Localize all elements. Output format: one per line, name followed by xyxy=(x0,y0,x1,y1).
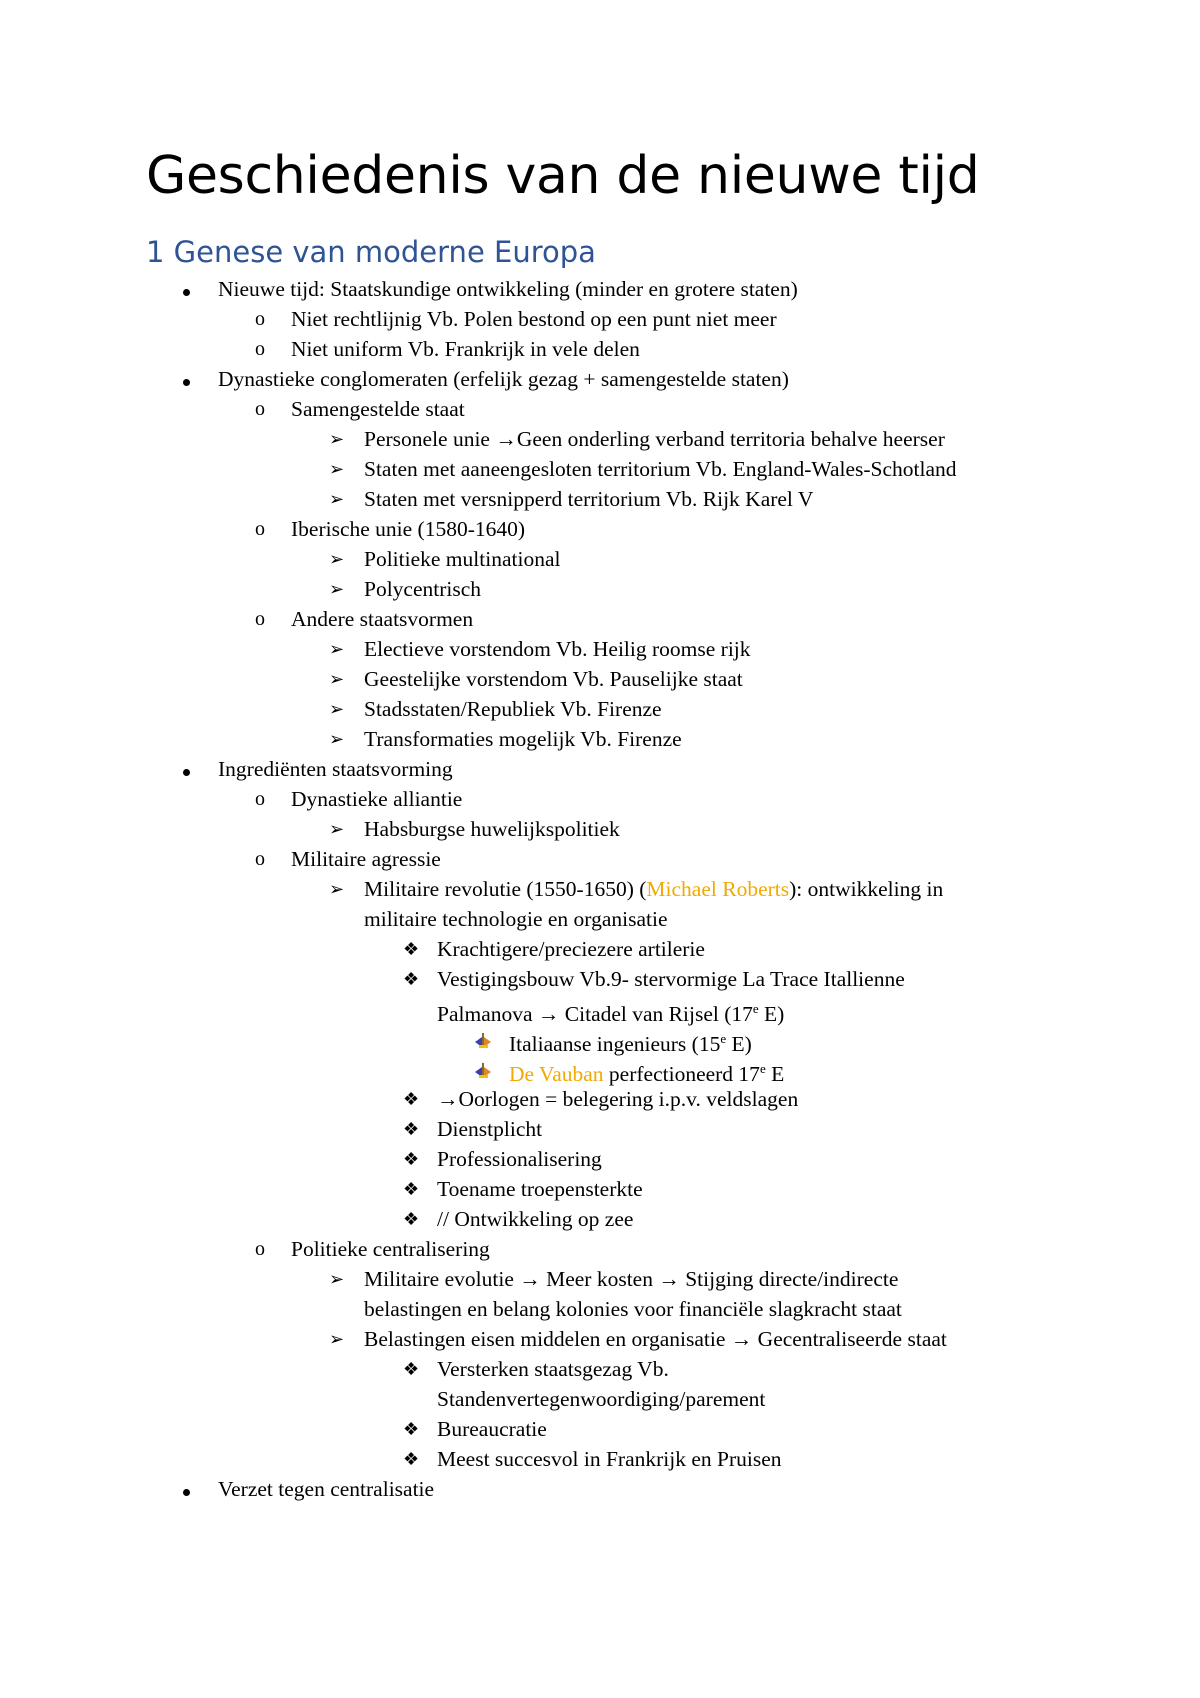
text-run: perfectioneerd 17 xyxy=(603,1062,760,1087)
text-run: Militaire revolutie (1550-1650) ( xyxy=(364,877,647,901)
text-run: Dynastieke conglomeraten (erfelijk gezag + samengestelde staten) xyxy=(218,367,789,391)
list-item xyxy=(0,634,1200,664)
list-item-text xyxy=(364,724,682,754)
list-item-text xyxy=(364,544,560,574)
arrowhead-bullet-icon: ➢ xyxy=(329,579,345,599)
list-item xyxy=(0,874,1200,904)
list-item xyxy=(0,904,1200,934)
section-heading: 1 Genese van moderne Europa xyxy=(146,235,596,269)
circle-bullet-icon: o xyxy=(255,308,265,330)
list-item-text xyxy=(291,304,777,334)
text-run: Militaire agressie xyxy=(291,847,441,871)
arrowhead-bullet-icon: ➢ xyxy=(329,459,345,479)
list-item xyxy=(0,604,1200,634)
circle-bullet-icon: o xyxy=(255,608,265,630)
text-run: Niet rechtlijnig Vb. Polen bestond op een punt niet meer xyxy=(291,307,777,331)
diamond-bullet-icon: ❖ xyxy=(403,1359,420,1379)
list-item xyxy=(0,304,1200,334)
list-item-text xyxy=(364,454,957,484)
diamond-bullet-icon: ❖ xyxy=(403,1119,420,1139)
circle-bullet-icon: o xyxy=(255,788,265,810)
highlighted-name: De Vauban xyxy=(509,1062,604,1087)
list-item xyxy=(0,1144,1200,1174)
list-item xyxy=(0,1204,1200,1234)
text-run: →Oorlogen = belegering i.p.v. veldslagen xyxy=(437,1087,799,1111)
list-item-text xyxy=(364,664,743,694)
text-run: Verzet tegen centralisatie xyxy=(218,1477,435,1501)
arrowhead-bullet-icon: ➢ xyxy=(329,429,345,449)
text-run: Palmanova → Citadel van Rijsel (17 xyxy=(437,1002,753,1027)
list-item-text xyxy=(437,1354,669,1384)
list-item xyxy=(0,1054,1200,1087)
text-run: Politieke centralisering xyxy=(291,1237,490,1261)
diamond-bullet-icon: ❖ xyxy=(403,1419,420,1439)
outline-list xyxy=(0,274,1200,1504)
list-item xyxy=(0,1234,1200,1264)
list-item xyxy=(0,784,1200,814)
list-item-text xyxy=(291,784,462,814)
text-run: Polycentrisch xyxy=(364,577,482,601)
list-item-text xyxy=(364,484,813,514)
list-item-text xyxy=(437,934,705,964)
list-item-text xyxy=(364,694,662,724)
list-item xyxy=(0,514,1200,544)
list-item xyxy=(0,544,1200,574)
circle-bullet-icon: o xyxy=(255,848,265,870)
text-run: e xyxy=(752,1001,759,1016)
list-item xyxy=(0,814,1200,844)
list-item xyxy=(0,664,1200,694)
diamond-bullet-icon: ❖ xyxy=(403,1149,420,1169)
list-item xyxy=(0,484,1200,514)
list-item-text xyxy=(437,1414,547,1444)
list-item-text xyxy=(437,1174,643,1204)
text-run: Politieke multinational xyxy=(364,547,561,571)
text-run: E) xyxy=(726,1032,752,1057)
list-item-text xyxy=(291,844,441,874)
circle-bullet-icon: o xyxy=(255,1238,265,1260)
list-item-text xyxy=(437,1444,782,1474)
text-run: Versterken staatsgezag Vb. xyxy=(437,1357,669,1381)
disc-bullet-icon xyxy=(183,754,190,784)
text-run: Dynastieke alliantie xyxy=(291,787,463,811)
arrowhead-bullet-icon: ➢ xyxy=(329,699,345,719)
diamond-bullet-icon: ❖ xyxy=(403,1449,420,1469)
diamond-bullet-icon: ❖ xyxy=(403,939,420,959)
list-item xyxy=(0,724,1200,754)
text-run: Militaire evolutie → Meer kosten → Stijging directe/indirecte xyxy=(364,1267,899,1291)
document-title: Geschiedenis van de nieuwe tijd xyxy=(146,146,980,206)
list-item xyxy=(0,574,1200,604)
list-item-text xyxy=(364,1264,898,1294)
text-run: Toename troepensterkte xyxy=(437,1177,643,1201)
list-item xyxy=(0,274,1200,304)
list-item-text xyxy=(218,1474,434,1504)
list-item-text xyxy=(218,274,798,304)
list-item xyxy=(0,1354,1200,1384)
flag-icon xyxy=(475,1057,491,1087)
arrowhead-bullet-icon: ➢ xyxy=(329,819,345,839)
list-item-text xyxy=(437,1384,765,1414)
list-item xyxy=(0,1084,1200,1114)
arrowhead-bullet-icon: ➢ xyxy=(329,879,345,899)
list-item xyxy=(0,1324,1200,1354)
list-item xyxy=(0,1414,1200,1444)
list-item xyxy=(0,1174,1200,1204)
text-run: e xyxy=(759,1061,766,1076)
circle-bullet-icon: o xyxy=(255,338,265,360)
list-item-text xyxy=(437,1204,633,1234)
flag-icon xyxy=(475,1027,491,1057)
list-item xyxy=(0,1264,1200,1294)
text-run: Electieve vorstendom Vb. Heilig roomse rijk xyxy=(364,637,751,661)
list-item-text xyxy=(218,364,789,394)
text-run: Vestigingsbouw Vb.9- stervormige La Trace Itallienne xyxy=(437,967,905,991)
list-item xyxy=(0,334,1200,364)
diamond-bullet-icon: ❖ xyxy=(403,1179,420,1199)
list-item-text xyxy=(364,574,481,604)
text-run: E xyxy=(765,1062,785,1087)
list-item-text xyxy=(291,1234,490,1264)
list-item-text xyxy=(291,514,525,544)
list-item xyxy=(0,1384,1200,1414)
list-item-text xyxy=(364,874,943,904)
list-item xyxy=(0,1474,1200,1504)
text-run: Nieuwe tijd: Staatskundige ontwikkeling (minder en grotere staten) xyxy=(218,277,798,301)
list-item xyxy=(0,964,1200,994)
text-run: Staten met aaneengesloten territorium Vb. England-Wales-Schotland xyxy=(364,457,957,481)
list-item-text xyxy=(291,334,640,364)
list-item-text xyxy=(364,634,751,664)
list-item xyxy=(0,394,1200,424)
list-item-text xyxy=(291,394,465,424)
text-run: Bureaucratie xyxy=(437,1417,547,1441)
diamond-bullet-icon: ❖ xyxy=(403,969,420,989)
text-run: Stadsstaten/Republiek Vb. Firenze xyxy=(364,697,662,721)
diamond-bullet-icon: ❖ xyxy=(403,1089,420,1109)
list-item xyxy=(0,424,1200,454)
list-item xyxy=(0,454,1200,484)
list-item xyxy=(0,844,1200,874)
list-item-text xyxy=(437,1144,602,1174)
list-item xyxy=(0,364,1200,394)
disc-bullet-icon xyxy=(183,274,190,304)
arrowhead-bullet-icon: ➢ xyxy=(329,729,345,749)
list-item xyxy=(0,1294,1200,1324)
list-item xyxy=(0,934,1200,964)
text-run: Iberische unie (1580-1640) xyxy=(291,517,526,541)
list-item-text xyxy=(364,814,620,844)
list-item-text xyxy=(364,1324,947,1354)
list-item-text xyxy=(291,604,473,634)
list-item xyxy=(0,1444,1200,1474)
disc-bullet-icon xyxy=(183,1474,190,1504)
list-item-text xyxy=(218,754,453,784)
arrowhead-bullet-icon: ➢ xyxy=(329,1269,345,1289)
text-run: belastingen en belang kolonies voor financiële slagkracht staat xyxy=(364,1297,902,1321)
text-run: Standenvertegenwoordiging/parement xyxy=(437,1387,766,1411)
list-item xyxy=(0,994,1200,1027)
text-run: Professionalisering xyxy=(437,1147,602,1171)
text-run: Samengestelde staat xyxy=(291,397,465,421)
list-item xyxy=(0,694,1200,724)
text-run: Habsburgse huwelijkspolitiek xyxy=(364,817,620,841)
list-item-text xyxy=(437,964,905,994)
text-run: e xyxy=(720,1031,727,1046)
list-item xyxy=(0,754,1200,784)
arrowhead-bullet-icon: ➢ xyxy=(329,639,345,659)
text-run: // Ontwikkeling op zee xyxy=(437,1207,634,1231)
highlighted-name: Michael Roberts xyxy=(646,877,790,901)
text-run: militaire technologie en organisatie xyxy=(364,907,668,931)
text-run: E) xyxy=(758,1002,785,1027)
text-run: Staten met versnipperd territorium Vb. Rijk Karel V xyxy=(364,487,814,511)
text-run: Italiaanse ingenieurs (15 xyxy=(509,1032,721,1057)
text-run: Transformaties mogelijk Vb. Firenze xyxy=(364,727,682,751)
text-run: Andere staatsvormen xyxy=(291,607,474,631)
list-item-text xyxy=(437,1084,798,1114)
text-run: Dienstplicht xyxy=(437,1117,543,1141)
arrowhead-bullet-icon: ➢ xyxy=(329,549,345,569)
list-item-text xyxy=(437,1114,542,1144)
text-run: Krachtigere/preciezere artilerie xyxy=(437,937,705,961)
text-run: ): ontwikkeling in xyxy=(789,877,944,901)
text-run: Ingrediënten staatsvorming xyxy=(218,757,453,781)
text-run: Meest succesvol in Frankrijk en Pruisen xyxy=(437,1447,782,1471)
arrowhead-bullet-icon: ➢ xyxy=(329,1329,345,1349)
circle-bullet-icon: o xyxy=(255,398,265,420)
text-run: Geestelijke vorstendom Vb. Pauselijke staat xyxy=(364,667,743,691)
text-run: Niet uniform Vb. Frankrijk in vele delen xyxy=(291,337,640,361)
list-item-text xyxy=(364,1294,902,1324)
list-item xyxy=(0,1024,1200,1057)
text-run: Belastingen eisen middelen en organisatie → Gecentraliseerde staat xyxy=(364,1327,947,1351)
list-item xyxy=(0,1114,1200,1144)
arrowhead-bullet-icon: ➢ xyxy=(329,669,345,689)
text-run: Personele unie →Geen onderling verband territoria behalve heerser xyxy=(364,427,945,451)
list-item-text xyxy=(364,424,945,454)
circle-bullet-icon: o xyxy=(255,518,265,540)
arrowhead-bullet-icon: ➢ xyxy=(329,489,345,509)
diamond-bullet-icon: ❖ xyxy=(403,1209,420,1229)
disc-bullet-icon xyxy=(183,364,190,394)
list-item-text xyxy=(364,904,668,934)
